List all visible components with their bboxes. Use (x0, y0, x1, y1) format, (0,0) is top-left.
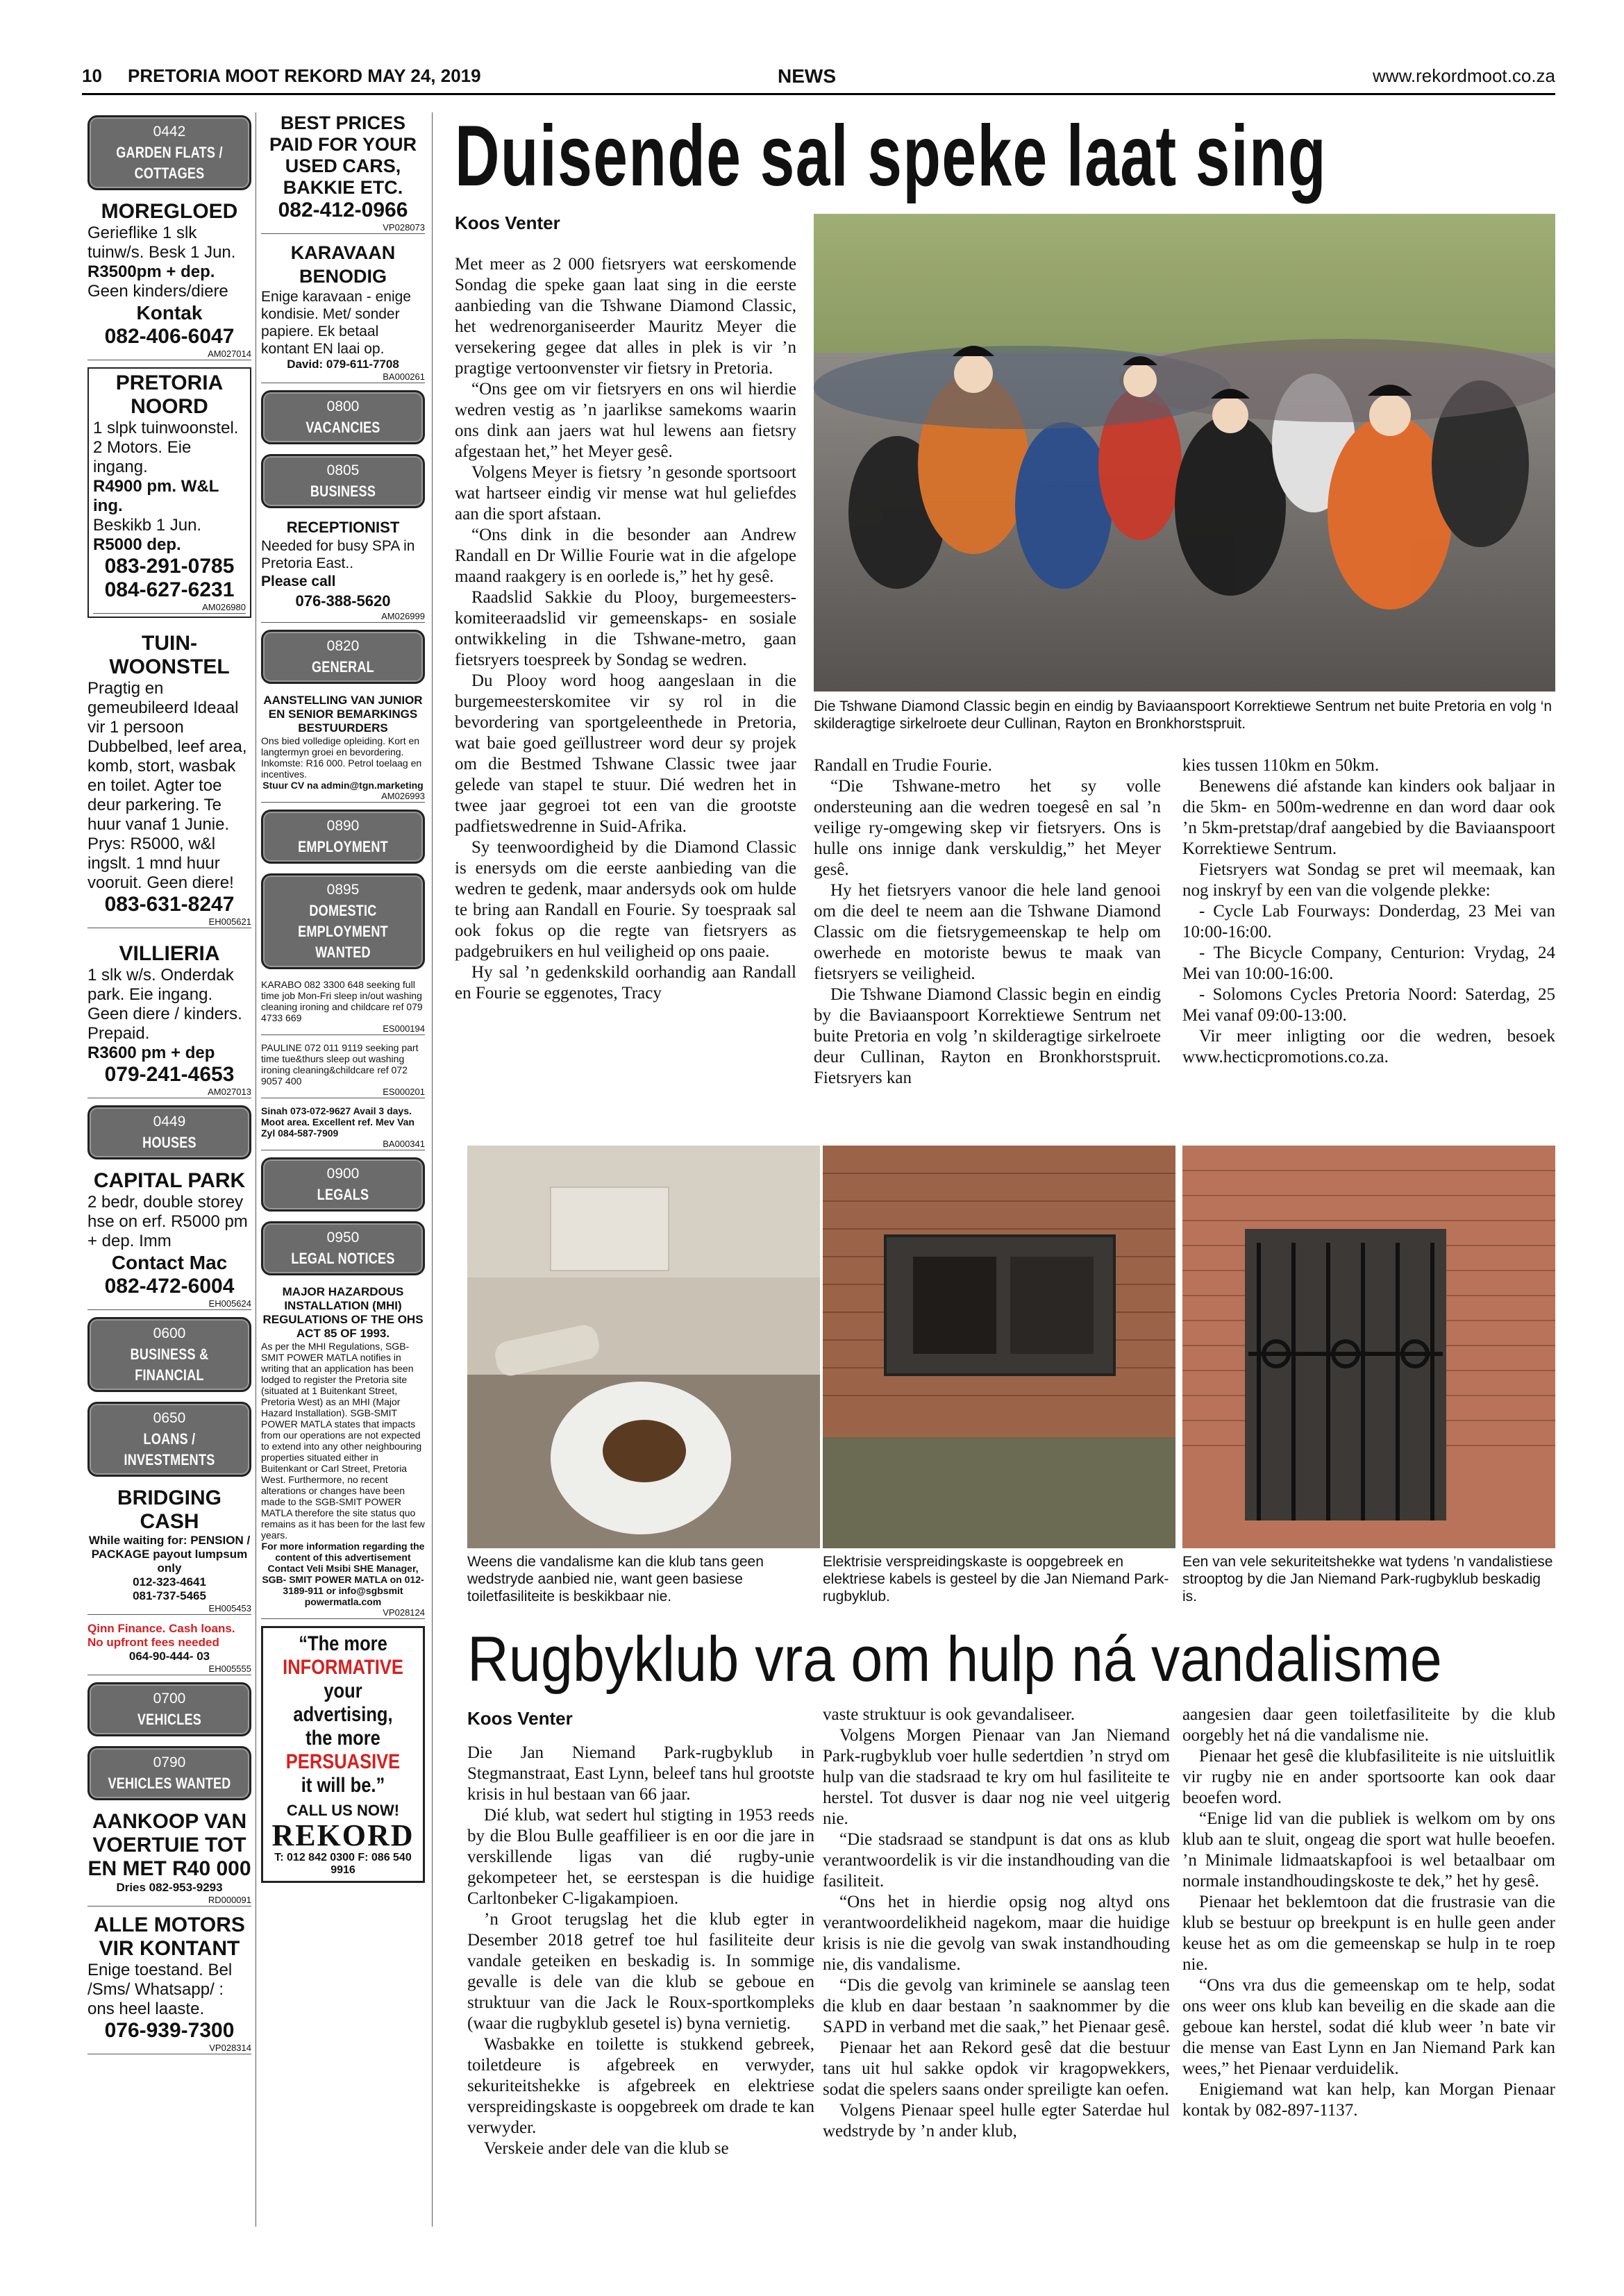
ad-title: PRETORIA NOORD (115, 371, 224, 418)
article-paragraph: Volgens Morgen Pienaar van Jan Niemand Park-rugbyklub voer hulle sedertdien ’n stryd om hulp van die stadsraad te kry om hul fasiliteite te herstel. Tot dusver is daar nog nie veel uitgerig nie. (823, 1726, 1170, 1828)
article-paragraph: Randall en Trudie Fourie. (814, 756, 992, 775)
category-label: LOANS / INVESTMENTS (124, 1430, 215, 1468)
category-label: VACANCIES (305, 419, 380, 436)
ad-price: R5000 dep. (93, 535, 181, 554)
article-paragraph: Sy teenwoordigheid by die Diamond Classic is enersyds om die eerste aanbieding van die wedren te gedenk, maar andersyds ook om hulde te bring aan Randall en Fourie. Sy toespraak sal ook fokus op die regte van fietsryers as padgebruikers en hul veiligheid op ons paaie. (455, 838, 796, 961)
article-paragraph: “Die stadsraad se standpunt is dat ons as klub verantwoordelik is vir die instandhouding van die fasiliteit. (823, 1830, 1170, 1891)
ad-price: R3500pm + dep. (87, 262, 215, 281)
article-paragraph: Wasbakke en toilette is stukkend gebreek, toiletdeure is afgebreek en verwyder, sekuriteitshekke is afgebreek en elektriese verspreidingskaste is oopgebreek om drade te kan verwyder. (467, 2035, 814, 2137)
ad-reference: EH005621 (87, 916, 251, 928)
category-code: 0600 (153, 1325, 186, 1341)
ad-text: Enige karavaan - enige kondisie. Met/ sonder papiere. Ek betaal kontant EN laai op. (261, 289, 411, 357)
ad-reference: BA000261 (261, 371, 425, 383)
ad-reference: EH005555 (87, 1664, 251, 1675)
toilet-photo-illustration (467, 1146, 820, 1548)
promo-line: PERSUASIVE (285, 1750, 401, 1773)
classified-ad-pauline (261, 1042, 425, 1098)
article-paragraph: “Die Tshwane-metro het sy volle ondersteuning aan die wedren toegesê en sal ’n veilige ry-omgewing skep vir fietsryers. Ons is hulle ons innige dank verskuldig,” het Meyer gesê. (814, 777, 1161, 879)
article-paragraph: Pienaar het aan Rekord gesê dat die bestuur tans uit hul sakke opdok vir kragopwekkers, sodat die spelers saans onder spreiligte kan oefen. (823, 2038, 1170, 2099)
ad-text: Ons bied volledige opleiding. Kort en langtermyn groei en bevordering. (261, 735, 420, 757)
article-paragraph: “Enige lid van die publiek is welkom om by ons klub aan te sluit, ongeag die sport wat hulle beoefen. ’n Minimale lidmaatskapfooi is wel betaalbaar om normale instandhoudingskoste te dek,” het hy gesê. (1182, 1809, 1555, 1891)
ad-text: Please call (261, 573, 336, 589)
ad-title: MOREGLOED (101, 200, 238, 223)
page-header (82, 62, 1555, 90)
article-paragraph: “Ons vra dus die gemeenskap om te help, sodat ons weer ons klub kan beveilig en die skade aan die geboue kan herstel, sodat dié klub weer ’n bate vir die mense van East Lynn en Jan Niemand Park kan wees,” het Pienaar verduidelik. (1182, 1976, 1555, 2078)
article-paragraph: Fietsryers wat Sondag se pret wil meemaak, kan nog inskryf by een van die volgende plekke: (1182, 860, 1555, 900)
article-paragraph: Raadslid Sakkie du Plooy, burgemeesters-komiteeraadslid vir gemeenskaps- en sosiale ontwikkeling in die Tshwane-metro, gaan fietsryers toespreek by Sondag se wedren. (455, 588, 796, 669)
category-label: WANTED (315, 944, 371, 961)
ad-phone: 083-291-0785 (104, 555, 235, 578)
category-tab-0900[interactable] (261, 1157, 425, 1212)
ad-text: Pragtig en gemeubileerd Ideaal vir 1 persoon Dubbelbed, leef area, komb, stort, wasbak en toilet. Agter toe deur parkering. Te huur vanaf 1 Junie. Prys: R5000, w&l ingslt. 1 mnd huur vooruit. Geen diere! (87, 679, 247, 892)
category-label: HOUSES (142, 1134, 196, 1151)
publication-line: PRETORIA MOOT REKORD MAY 24, 2019 (128, 65, 481, 86)
category-label: BUSINESS & (130, 1346, 209, 1363)
ad-text: Needed for busy SPA in Pretoria East.. (261, 538, 415, 571)
category-code: 0895 (326, 882, 360, 898)
article-paragraph: Du Plooy word hoog aangeslaan in die burgemeesterskomitee vir sy rol in die bevordering van sportgeleenthede in Pretoria, wat baie goed geïllustreer word deur sy projek om die Bestmed Tshwane Classic twee jaar gelede van stapel te stuur. Dié wedren het in twee jaar gegroei tot een van die grootste padfietswedrenne in Suid-Afrika. (455, 671, 796, 836)
article-byline: Koos Venter (455, 212, 560, 233)
ad-reference: RD000091 (87, 1895, 251, 1907)
article-paragraph: Pienaar het beklemtoon dat die frustrasie van die klub se bestuur op breekpunt is en hulle geen ander keuse het as om die gemeenskap se hulp in te roep nie. (1182, 1893, 1555, 1974)
category-code: 0890 (326, 818, 360, 834)
article-column (1182, 1704, 1555, 2121)
ad-contact: For more information regarding the content of this advertisement Contact Veli Msibi SHE Manager, SGB- SMIT POWER MATLA on 012-3189-911 or info@sgbsmit powermatla.com (261, 1541, 425, 1607)
ad-text: 2 bedr, double storey hse on erf. R5000 pm + dep. Imm (87, 1193, 248, 1250)
ad-phone: 076-388-5620 (295, 592, 391, 610)
article-paragraph: - Solomons Cycles Pretoria Noord: Saterdag, 25 Mei vanaf 09:00-13:00. (1182, 985, 1555, 1025)
ad-phone: 076-939-7300 (104, 2019, 235, 2042)
category-label: COTTAGES (134, 165, 205, 182)
classified-ad-qinn-finance (87, 1622, 251, 1675)
category-label: VEHICLES (137, 1711, 202, 1728)
ad-reference: VP028124 (261, 1607, 425, 1619)
ad-phone: 081-737-5465 (133, 1589, 206, 1602)
photo-caption: Een van vele sekuriteitshekke wat tydens ’n vandalistiese strooptog by die Jan Niemand Park-rugbyklub beskadig is. (1182, 1554, 1553, 1604)
ad-text: PAULINE 072 011 9119 seeking part time tue&thurs sleep out washing ironing cleaning&childcare ref 072 9057 400 (261, 1042, 419, 1087)
article-column (455, 254, 796, 1004)
ad-reference: AM026999 (261, 611, 425, 623)
category-tab-0700[interactable] (87, 1682, 251, 1736)
security-gate-photo-illustration (1182, 1146, 1555, 1548)
category-code: 0800 (326, 399, 360, 414)
ad-contact: Kontak (136, 302, 203, 324)
cyclists-photo-illustration (814, 214, 1555, 692)
ad-text: Gerieflike 1 slk tuinw/s. Besk 1 Jun. (87, 224, 236, 262)
category-code: 0442 (153, 124, 186, 140)
ad-text: Sinah 073-072-9627 Avail 3 days. Moot area. Excellent ref. Mev Van Zyl 084-587-7909 (261, 1105, 415, 1139)
category-tab-0805[interactable] (261, 454, 425, 508)
classified-ad-karabo (261, 979, 425, 1035)
ad-text: Geen kinders/diere (87, 282, 228, 301)
category-tab-0790[interactable] (87, 1746, 251, 1800)
category-code: 0820 (326, 638, 360, 654)
ad-reference: EH005624 (87, 1298, 251, 1310)
ad-text: Qinn Finance. Cash loans. No upfront fees needed (87, 1622, 235, 1649)
article-paragraph: Hy het fietsryers vanoor die hele land genooi om die deel te neem aan die Tshwane Diamond Classic om die fietsrygemeenskap te help om owerhede en motoriste bewus te maak van fietsryers se veiligheid. (814, 881, 1161, 983)
category-label: FINANCIAL (135, 1366, 204, 1384)
photo-caption: Elektrisie verspreidingskaste is oopgebreek en elektriese kabels is gesteel by die Jan Niemand Park-rugbyklub. (823, 1554, 1169, 1604)
ad-reference: AM027013 (87, 1087, 251, 1098)
ad-title: MAJOR HAZARDOUS INSTALLATION (MHI) REGULATIONS OF THE OHS ACT 85 OF 1993. (262, 1285, 424, 1340)
classified-ad-sinah (261, 1105, 425, 1150)
ad-text: Beskikb 1 Jun. (93, 516, 202, 535)
category-tab-0600[interactable] (87, 1317, 251, 1392)
category-code: 0449 (153, 1114, 186, 1130)
classified-ad-receptionist (261, 518, 425, 623)
classified-ad-alle-motors (87, 1913, 251, 2054)
ad-phone: 082-472-6004 (104, 1275, 235, 1298)
legal-notice-mhi (261, 1285, 425, 1619)
header-rule (82, 93, 1555, 95)
ad-contact: Stuur CV na admin@tgn.marketing (262, 780, 424, 791)
classifieds-column-a (87, 112, 251, 2061)
category-tab-0950[interactable] (261, 1221, 425, 1275)
promo-contact: T: 012 842 0300 F: 086 540 9916 (274, 1852, 412, 1876)
article-column (1182, 755, 1555, 1068)
ad-contact: David: 079-611-7708 (287, 358, 399, 371)
classified-ad-capital-park (87, 1169, 251, 1310)
rekord-promo-box (261, 1626, 425, 1883)
ad-phone: 084-627-6231 (104, 578, 235, 601)
ad-title: AANKOOP VAN VOERTUIE TOT EN MET R40 000 (87, 1810, 251, 1880)
article-paragraph: “Ons het in hierdie opsig nog altyd ons verantwoordelikheid nagekom, maar die huidige krisis is nie die gevolg van swak instandhouding nie, dis vandalisme. (823, 1893, 1170, 1974)
ad-phone: 083-631-8247 (104, 893, 235, 916)
ad-title: AANSTELLING VAN JUNIOR EN SENIOR BEMARKINGS BESTUURDERS (263, 694, 423, 735)
article-paragraph: Volgens Meyer is fietsry ’n gesonde sportsoort wat hartseer eindig vir mense wat hul geliefdes aan die sport afstaan. (455, 463, 796, 523)
article-paragraph: Enigiemand wat kan help, kan Morgan Pienaar kontak by 082-897-1137. (1182, 2080, 1555, 2120)
ad-title: BRIDGING CASH (117, 1486, 221, 1533)
classified-ad-karavaan (261, 241, 425, 383)
classified-ad-bridging-cash (87, 1486, 251, 1615)
category-label: EMPLOYMENT (298, 838, 388, 855)
ad-phone: 082-406-6047 (104, 325, 235, 348)
promo-line: “The more (299, 1632, 387, 1655)
article-headline: Duisende sal speke laat sing (455, 108, 1328, 204)
article-paragraph: Pienaar het gesê die klubfasiliteite is nie uitsluitlik vir rugby nie en ander sportsoorte kan ook daar beoefen word. (1182, 1747, 1555, 1807)
security-gate-photo (1182, 1146, 1555, 1548)
article-column (823, 1704, 1170, 2142)
article-paragraph: “Dis die gevolg van kriminele se aanslag teen die klub en daar bestaan ’n saaknommer by die SAPD in verband met die saak,” het Pienaar gesê. (823, 1976, 1170, 2036)
page-number: 10 (82, 65, 102, 86)
article-column (467, 1743, 814, 2159)
category-tab-0449[interactable] (87, 1105, 251, 1159)
ad-reference: EH005453 (87, 1603, 251, 1615)
article-paragraph: Vir meer inligting oor die wedren, besoek www.hecticpromotions.co.za. (1182, 1027, 1555, 1066)
article-paragraph: kies tussen 110km en 50km. (1182, 756, 1380, 775)
article-paragraph: “Ons gee om vir fietsryers en ons wil hierdie wedren vestig as ’n jaarlikse samekoms waarin ons dink aan jaers wat hul lewens aan fietsry afgestaan het,” het Meyer gesê. (455, 380, 796, 461)
electrical-box-photo (823, 1146, 1175, 1548)
article-paragraph: - The Bicycle Company, Centurion: Vrydag, 24 Mei van 10:00-16:00. (1182, 944, 1555, 983)
category-label: GENERAL (312, 658, 374, 676)
category-label: EMPLOYMENT (298, 923, 388, 940)
ad-reference: VP028314 (87, 2043, 251, 2054)
photo-caption: Weens die vandalisme kan die klub tans geen wedstryde aanbied nie, want geen basiese toiletfasiliteite is beskikbaar nie. (467, 1554, 764, 1604)
promo-line: it will be.” (301, 1774, 385, 1797)
ad-title: TUIN-WOONSTEL (109, 632, 230, 678)
category-label: LEGAL NOTICES (291, 1250, 395, 1267)
category-code: 0900 (326, 1166, 360, 1182)
ad-text: While waiting for: PENSION / PACKAGE payout lumpsum only (88, 1534, 251, 1575)
category-code: 0950 (326, 1230, 360, 1246)
ad-phone: 064-90-444- 03 (128, 1650, 210, 1663)
ad-reference: VP028073 (261, 222, 425, 234)
ad-reference: ES000194 (261, 1023, 425, 1035)
ad-phone: 079-241-4653 (104, 1063, 235, 1086)
article-paragraph: Hy sal ’n gedenkskild oorhandig aan Randall en Fourie se eggenotes, Tracy (455, 963, 796, 1003)
ad-phone: 012-323-4641 (133, 1575, 206, 1589)
classified-ad-moregloed (87, 200, 251, 360)
ad-reference: AM026993 (261, 791, 425, 803)
classified-ad-tuin-woonstel (87, 632, 251, 928)
ad-text: Enige toestand. Bel /Sms/ Whatsapp/ : ons heel laaste. (87, 1961, 233, 2018)
classified-ad-pretoria-noord (87, 367, 251, 618)
article-paragraph: Die Tshwane Diamond Classic begin en eindig by die Baviaanspoort Korrektiewe Sentrum net buite Pretoria en volg ’n skilderagtige sirkelroete deur Cullinan, Rayton en Bronkhorstspruit. Fietsryers kan (814, 985, 1161, 1087)
classified-ad-aanstelling (261, 694, 425, 803)
cyclists-photo (814, 214, 1555, 692)
ad-price: R3600 pm + dep (87, 1044, 215, 1062)
classified-ad-villieria (87, 942, 251, 1098)
article-paragraph: vaste struktuur is ook gevandaliseer. (823, 1705, 1075, 1724)
article-paragraph: Met meer as 2 000 fietsryers wat eerskomende Sondag die speke gaan laat sing in die eerste aanbieding van die Tshwane Diamond Classic, het wedrenorganiseerder Mauritz Meyer die versekering gegee dat alles in plek is vir ’n pragtige vertoonvenster vir fietsry in Pretoria. (455, 255, 796, 378)
ad-reference: ES000201 (261, 1087, 425, 1098)
ad-title: VILLIERIA (119, 942, 220, 965)
ad-text: Inkomste: R16 000. Petrol toelaag en incentives. (261, 757, 422, 780)
article-paragraph: ’n Groot terugslag het die klub egter in Desember 2018 getref toe hul fasiliteite deur vandale geteiken en beskadig is. In sommige gevalle is dele van die klub se geboue en struktuur van die Jack le Roux-sportkompleks (waar die rugbyklub gesetel is) byna vernietig. (467, 1910, 814, 2033)
promo-line: your advertising, (293, 1679, 393, 1726)
category-label: BUSINESS (310, 483, 376, 500)
category-tab-0650[interactable] (87, 1402, 251, 1477)
classified-ad-best-prices (261, 112, 425, 234)
ad-title: BEST PRICES PAID FOR YOUR USED CARS, BAKKIE ETC. (269, 112, 417, 198)
article-paragraph: Die Jan Niemand Park-rugbyklub in Stegmanstraat, East Lynn, beleef tans hul grootste krisis in hul bestaan van 66 jaar. (467, 1743, 814, 1804)
article-byline: Koos Venter (467, 1708, 573, 1729)
rekord-logo: REKORD (271, 1818, 415, 1852)
category-code: 0700 (153, 1691, 186, 1707)
ad-text: Dries 082-953-9293 (116, 1881, 223, 1894)
ad-title: ALLE MOTORS VIR KONTANT (94, 1913, 245, 1960)
ad-phone: 082-412-0966 (278, 199, 408, 221)
ad-contact: Contact Mac (111, 1252, 228, 1273)
ad-price: R4900 pm. W&L ing. (93, 477, 219, 515)
category-tab-0800[interactable] (261, 390, 425, 444)
category-tab-0895[interactable] (261, 873, 425, 969)
ad-text: As per the MHI Regulations, SGB-SMIT POWER MATLA notifies in writing that an application has been lodged to register the Pretoria site (situated at 1 Buitenkant Street, Pretoria West) as an MHI (Major Hazard Installation). SGB-SMIT POWER MATLA states that impacts from our operations are not expected to extend into any other neighbouring properties situated either in Buitenkant or Carl Street, Pretoria West. Furthermore, no recent alterations or changes have been made to the SGB-SMIT POWER MATLA therefore the site status quo remains as it has been for the last few years. (261, 1341, 425, 1541)
category-code: 0790 (153, 1754, 186, 1770)
electrical-box-photo-illustration (823, 1146, 1175, 1548)
ad-reference: BA000341 (261, 1139, 425, 1150)
article-column (814, 755, 1161, 1089)
promo-line: the more (305, 1727, 380, 1750)
ad-text: 1 slpk tuinwoonstel. 2 Motors. Eie ingang. (93, 419, 239, 476)
ad-text: 1 slk w/s. Onderdak park. Eie ingang. Geen diere / kinders. Prepaid. (87, 966, 242, 1043)
category-label: DOMESTIC (309, 902, 377, 919)
ad-title: RECEPTIONIST (286, 519, 400, 536)
article-headline: Rugbyklub vra om hulp ná vandalisme (467, 1624, 1442, 1695)
category-label: GARDEN FLATS / (116, 144, 223, 161)
article-paragraph: Verskeie ander dele van die klub se (484, 2139, 729, 2158)
promo-call: CALL US NOW! (286, 1802, 400, 1819)
section-name: NEWS (778, 65, 836, 87)
ad-reference: AM027014 (87, 349, 251, 360)
photo-caption: Die Tshwane Diamond Classic begin en eindig by Baviaanspoort Korrektiewe Sentrum net buite Pretoria en volg ‘n skilderagtige sirkelroete deur Cullinan, Rayton en Bronkhorstspruit. (814, 698, 1552, 732)
category-label: VEHICLES WANTED (108, 1775, 231, 1792)
promo-line: INFORMATIVE (283, 1656, 403, 1679)
article-paragraph: Benewens dié afstande kan kinders ook baljaar in die 5km- en 500m-wedrenne en dan word daar ook ’n 5km-pretstap/draf aangebied by die Baviaanspoort Korrektiewe Sentrum. (1182, 777, 1555, 858)
article-paragraph: Dié klub, wat sedert hul stigting in 1953 reeds by die Blou Bulle geaffilieer is en oor die jare in verskillende ligas van dié rugby-unie gekompeteer het, se eerstespan is die huidige Carltonbeker C-ligakampioen. (467, 1806, 814, 1908)
article-paragraph: Volgens Pienaar speel hulle egter Saterdae hul wedstryde by ’n ander klub, (823, 2101, 1170, 2140)
category-tab-0890[interactable] (261, 810, 425, 864)
ad-reference: AM026980 (93, 602, 246, 614)
article-paragraph: aangesien daar geen toiletfasiliteite by die klub oorgebly het ná die vandalisme nie. (1182, 1705, 1555, 1745)
column-divider (432, 112, 433, 2227)
ad-title: CAPITAL PARK (93, 1169, 246, 1192)
article-paragraph: “Ons dink in die besonder aan Andrew Randall en Dr Willie Fourie wat in die afgelope maand raakgery is en oorlede is,” het hy gesê. (455, 526, 796, 586)
ad-title: KARAVAAN BENODIG (290, 242, 396, 287)
category-label: LEGALS (317, 1186, 369, 1203)
toilet-photo (467, 1146, 820, 1548)
category-tab-0442[interactable] (87, 115, 251, 190)
category-tab-0820[interactable] (261, 630, 425, 684)
website-link[interactable]: www.rekordmoot.co.za (1373, 65, 1555, 86)
ad-text: KARABO 082 3300 648 seeking full time job Mon-Fri sleep in/out washing cleaning ironing and childcare ref 079 4733 669 (261, 979, 423, 1023)
classifieds-column-b (261, 112, 425, 1883)
article-paragraph: - Cycle Lab Fourways: Donderdag, 23 Mei van 10:00-16:00. (1182, 902, 1555, 941)
classified-ad-aankoop (87, 1810, 251, 1907)
category-code: 0805 (326, 462, 360, 478)
category-code: 0650 (153, 1410, 186, 1426)
